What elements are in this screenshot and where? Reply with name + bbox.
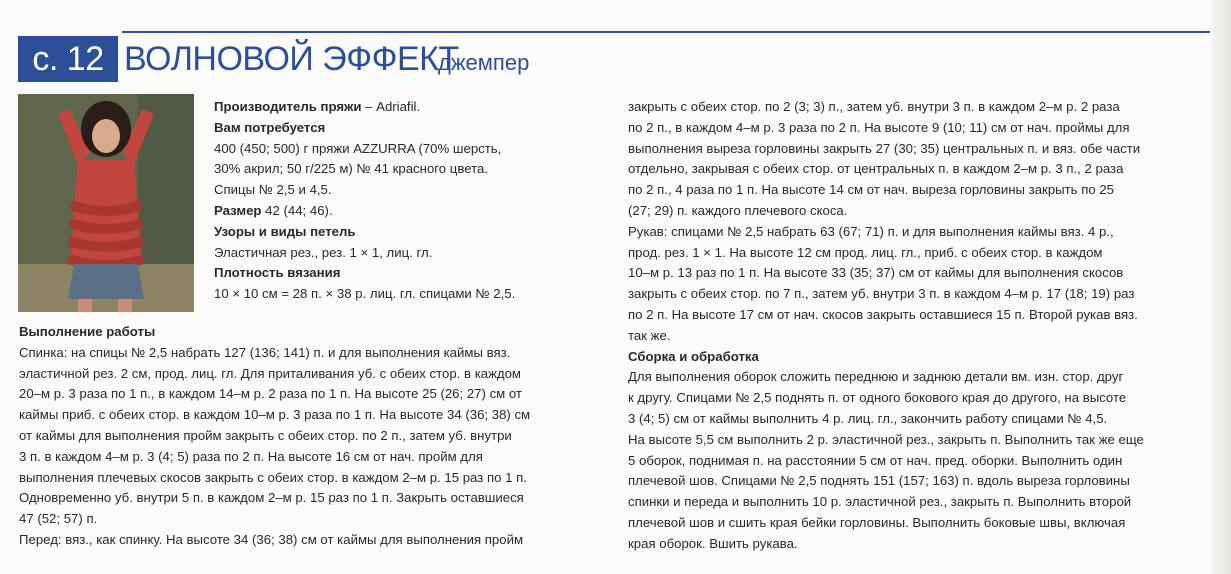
- line-text: 10 × 10 см = 28 п. × 38 р. лиц. гл. спицами № 2,5.: [214, 286, 516, 302]
- page-edge: [1212, 0, 1231, 574]
- line-text: Рукав: спицами № 2,5 набрать 63 (67; 71) п. и для выполнения каймы вяз. 4 р.,: [628, 223, 1114, 239]
- model-photo: [18, 94, 194, 312]
- text-line: [214, 243, 515, 264]
- text-line: [628, 471, 1144, 492]
- line-text: спинки и переда и выполнить 10 р. эластичной рез., закрыть п. Выполнить второй: [628, 494, 1132, 510]
- text-line: [214, 284, 515, 305]
- text-line: [628, 430, 1144, 451]
- spec-block: [214, 97, 515, 305]
- line-text: 20–м р. 3 раза по 1 п., в каждом 14–м р. 2 раза по 1 п. На высоте 25 (26; 27) см от: [19, 386, 522, 402]
- line-text: Перед: вяз., как спинку. На высоте 34 (36; 38) см от каймы для выполнения пройм: [19, 531, 524, 547]
- text-line: [19, 405, 530, 426]
- line-text: к другу. Спицами № 2,5 поднять п. от одного бокового края до другого, на высоте: [628, 390, 1127, 406]
- text-line: [628, 243, 1144, 264]
- line-text: 42 (44; 46).: [261, 202, 333, 218]
- line-text: 3 п. в каждом 4–м р. 3 (4; 5) раза по 2 п. На высоте 16 см от нач. пройм для: [19, 448, 483, 464]
- text-line: [19, 488, 530, 509]
- line-text: каймы приб. с обеих стор. в каждом 10–м р. 3 раза по 1 п. На высоте 34 (36; 38) см: [19, 407, 531, 423]
- line-text: по 2 п. На высоте 17 см от нач. скосов закрыть оставшиеся 15 п. Второй рукав вяз.: [628, 306, 1138, 322]
- text-line: [628, 534, 1144, 555]
- text-line: [19, 530, 530, 551]
- page-number-badge: с. 12: [18, 36, 118, 82]
- text-line: [214, 159, 515, 180]
- text-line: [628, 284, 1144, 305]
- text-line: [628, 388, 1144, 409]
- text-line: [628, 159, 1144, 180]
- line-text: 47 (52; 57) п.: [19, 511, 98, 527]
- text-line: [628, 180, 1144, 201]
- line-text: края оборок. Вшить рукава.: [628, 535, 798, 551]
- right-text-column: [628, 97, 1144, 555]
- section-label: Узоры и виды петель: [214, 223, 356, 239]
- line-text: 30% акрил; 50 г/225 м) № 41 красного цвета.: [214, 161, 488, 177]
- text-line: [19, 447, 530, 468]
- text-line: [628, 513, 1144, 534]
- line-text: 10–м р. 13 раз по 1 п. На высоте 33 (35; 37) см от каймы для выполнения скосов: [628, 265, 1124, 281]
- text-line: [628, 97, 1144, 118]
- text-line: [214, 222, 515, 243]
- left-text-column: [19, 322, 530, 551]
- text-line: [19, 364, 530, 385]
- line-text: 3 (4; 5) см от каймы выполнить 4 р. лиц. гл., закончить работу спицами № 4,5.: [628, 410, 1108, 426]
- text-line: [214, 97, 515, 118]
- line-text: закрыть с обеих стор. по 7 п., затем уб. внутри 3 п. в каждом 4–м р. 17 (18; 19) раз: [628, 286, 1135, 302]
- text-line: [214, 201, 515, 222]
- section-label: Размер: [214, 202, 262, 218]
- text-line: [214, 263, 515, 284]
- line-text: – Adriafil.: [361, 99, 421, 114]
- text-line: [19, 426, 530, 447]
- line-text: от каймы для выполнения пройм закрыть с обеих стор. по 2 п., затем уб. внутри: [19, 427, 512, 443]
- line-text: прод. рез. 1 × 1. На высоте 12 см прод. лиц. гл., приб. с обеих стор. в каждом: [628, 244, 1103, 260]
- text-line: [628, 139, 1144, 160]
- text-line: [19, 343, 530, 364]
- line-text: плечевой шов и сшить края бейки горловины. Выполнить боковые швы, включая: [628, 514, 1126, 530]
- line-text: На высоте 5,5 см выполнить 2 р. эластичной рез., закрыть п. Выполнить так же еще: [628, 431, 1144, 447]
- text-line: [214, 118, 515, 139]
- text-line: [19, 509, 530, 530]
- line-text: Спицы № 2,5 и 4,5.: [214, 182, 332, 198]
- text-line: [628, 222, 1144, 243]
- text-line: [19, 468, 530, 489]
- pattern-title: ВОЛНОВОЙ ЭФФЕКТ: [124, 40, 459, 78]
- section-label: Вам потребуется: [214, 119, 326, 135]
- text-line: [628, 451, 1144, 472]
- line-text: 400 (450; 500) г пряжи AZZURRA (70% шерсть,: [214, 140, 502, 156]
- section-label: Выполнение работы: [19, 324, 156, 339]
- text-line: [19, 384, 530, 405]
- line-text: Эластичная рез., рез. 1 × 1, лиц. гл.: [214, 244, 433, 260]
- section-label: Производитель пряжи: [214, 99, 362, 114]
- header-rule: [122, 31, 1210, 33]
- text-line: [628, 367, 1144, 388]
- line-text: плечевой шов. Спицами № 2,5 поднять 151 (157; 163) п. вдоль выреза горловины: [628, 473, 1130, 489]
- line-text: так же.: [628, 327, 671, 343]
- text-line: [214, 180, 515, 201]
- line-text: выполнения выреза горловины закрыть 27 (30; 35) центральных п. и вяз. обе части: [628, 140, 1141, 156]
- line-text: отдельно, закрывая с обеих стор. от центральных п. в каждом 2–м р. 3 п., 2 раза: [628, 161, 1124, 177]
- line-text: эластичной рез. 2 см, прод. лиц. гл. Для приталивания уб. с обеих стор. в каждом: [19, 365, 521, 381]
- text-line: [19, 322, 530, 343]
- line-text: Для выполнения оборок сложить переднюю и заднюю детали вм. изн. стор. друг: [628, 369, 1124, 385]
- text-line: [628, 326, 1144, 347]
- line-text: по 2 п., в каждом 4–м р. 3 раза по 2 п. На высоте 9 (10; 11) см от нач. проймы для: [628, 119, 1130, 135]
- text-line: [628, 347, 1144, 368]
- line-text: 5 оборок, поднимая п. на расстоянии 5 см от нач. пред. оборки. Выполнить один: [628, 452, 1123, 468]
- line-text: выполнения плечевых скосов закрыть с обеих стор. в каждом 2–м р. 15 раз по 1 п.: [19, 469, 527, 485]
- text-line: [628, 118, 1144, 139]
- line-text: по 2 п., 4 раза по 1 п. На высоте 14 см от нач. выреза горловины закрыть по 25: [628, 182, 1115, 198]
- section-label: Плотность вязания: [214, 265, 341, 281]
- pattern-subtitle: джемпер: [438, 50, 530, 75]
- section-label: Сборка и обработка: [628, 348, 759, 364]
- text-line: [628, 201, 1144, 222]
- text-line: [214, 139, 515, 160]
- text-line: [628, 263, 1144, 284]
- text-line: [628, 492, 1144, 513]
- line-text: (27; 29) п. каждого плечевого скоса.: [628, 202, 848, 218]
- line-text: закрыть с обеих стор. по 2 (3; 3) п., затем уб. внутри 3 п. в каждом 2–м р. 2 раза: [628, 99, 1120, 114]
- text-line: [628, 409, 1144, 430]
- line-text: Спинка: на спицы № 2,5 набрать 127 (136; 141) п. и для выполнения каймы вяз.: [19, 344, 511, 360]
- text-line: [628, 305, 1144, 326]
- line-text: Одновременно уб. внутри 5 п. в каждом 2–м р. 15 раз по 1 п. Закрыть оставшиеся: [19, 490, 524, 506]
